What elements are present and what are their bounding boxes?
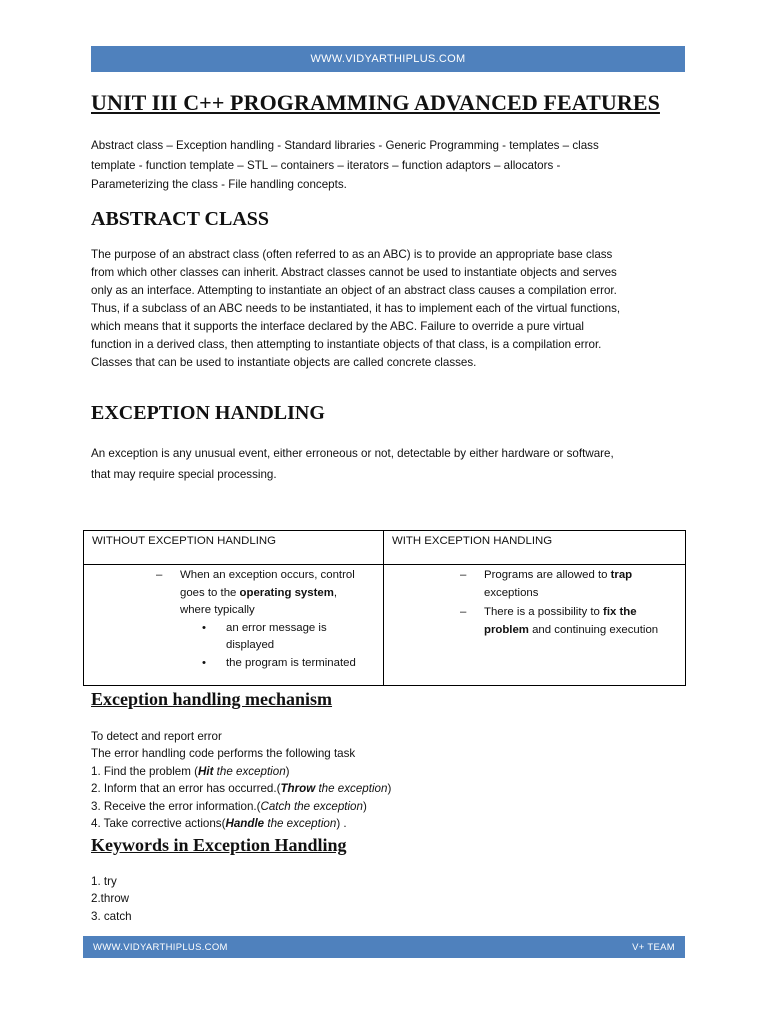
item-bold-text: fix the xyxy=(603,606,637,618)
abstract-class-paragraph xyxy=(91,246,681,372)
item-text: the program is terminated xyxy=(226,656,356,669)
list-item xyxy=(384,567,685,602)
abstract-class-heading: ABSTRACT CLASS xyxy=(91,208,270,230)
item-bold-italic: Throw xyxy=(280,782,316,796)
header-bar xyxy=(91,46,685,72)
dash-bullet: – xyxy=(460,569,467,581)
bullet-dot: • xyxy=(202,656,206,669)
intro-line: template - function template – STL – containers – iterators – function adaptors – allocators - xyxy=(91,158,561,172)
item-bold-italic: Hit xyxy=(197,764,214,778)
item-bold-text: operating system xyxy=(239,586,334,599)
item-text: There is a possibility to xyxy=(484,606,604,618)
list-item xyxy=(84,620,383,655)
list-item xyxy=(84,567,383,620)
comparison-table xyxy=(83,530,686,686)
item-text: When an exception occurs, control xyxy=(180,569,355,581)
list-item: 1. try xyxy=(91,875,117,888)
paragraph-line: which means that it supports the interface declared by the ABC. Failure to override a pure virtual xyxy=(91,320,584,333)
item-text: and continuing execution xyxy=(528,623,659,636)
item-text: Programs are allowed to xyxy=(484,569,611,581)
item-text: goes to the xyxy=(180,586,240,599)
cell-with xyxy=(384,565,686,686)
paragraph-line: from which other classes can inherit. Abstract classes cannot be used to instantiate objects and serves xyxy=(91,266,617,279)
mechanism-list xyxy=(91,728,391,832)
page-title: UNIT III C++ PROGRAMMING ADVANCED FEATURES xyxy=(91,90,660,115)
paragraph-line: function in a derived class, then attempting to instantiate objects of that class, is a compilation error. xyxy=(91,338,602,351)
dash-bullet: – xyxy=(156,569,163,581)
intro-line: Parameterizing the class - File handling concepts. xyxy=(91,178,347,191)
keywords-heading: Keywords in Exception Handling xyxy=(91,835,347,855)
list-item xyxy=(91,798,391,815)
table-header-row xyxy=(84,531,686,565)
table-row xyxy=(84,565,686,686)
item-italic: the exception xyxy=(264,817,337,831)
col-header-with: WITH EXCEPTION HANDLING xyxy=(384,531,686,565)
item-text: 2. Inform that an error has occurred.( xyxy=(91,782,281,796)
col-header-without: WITHOUT EXCEPTION HANDLING xyxy=(84,531,384,565)
list-item: 2.throw xyxy=(91,892,130,906)
item-text: ) . xyxy=(336,817,347,831)
bullet-dot: • xyxy=(202,621,206,634)
dash-bullet: – xyxy=(460,606,467,618)
cell-without xyxy=(84,565,384,686)
item-text: an error message is xyxy=(226,621,327,634)
item-text: 3. Receive the error information.( xyxy=(91,799,261,813)
item-text: where typically xyxy=(180,604,255,616)
exception-handling-heading: EXCEPTION HANDLING xyxy=(91,402,325,424)
item-bold-italic: Handle xyxy=(225,817,265,831)
list-item: The error handling code performs the following task xyxy=(91,747,356,761)
item-text: ) xyxy=(387,782,392,796)
intro-line: Abstract class – Exception handling - Standard libraries - Generic Programming - templates – class xyxy=(91,139,599,152)
item-bold-text: trap xyxy=(610,569,633,581)
footer-bar xyxy=(83,936,685,958)
item-text: exceptions xyxy=(484,586,539,599)
item-italic: the exception xyxy=(213,764,286,778)
item-text: 4. Take corrective actions( xyxy=(91,817,226,831)
item-text: ) xyxy=(362,799,367,813)
header-site-link[interactable]: WWW.VIDYARTHIPLUS.COM xyxy=(310,53,466,65)
item-text: displayed xyxy=(226,639,275,651)
list-item: To detect and report error xyxy=(91,730,222,743)
item-bold-text: problem xyxy=(484,623,529,636)
paragraph-line: An exception is any unusual event, either erroneous or not, detectable by either hardware or software, xyxy=(91,447,614,460)
paragraph-line: Thus, if a subclass of an ABC needs to be instantiated, it has to implement each of the virtual functions, xyxy=(91,302,621,315)
paragraph-line: only as an interface. Attempting to instantiate an object of an abstract class causes a compilation error. xyxy=(91,284,617,297)
intro-paragraph xyxy=(91,136,681,195)
exception-paragraph xyxy=(91,443,681,485)
list-item: 3. catch xyxy=(91,909,132,923)
paragraph-line: The purpose of an abstract class (often referred to as an ABC) is to provide an appropriate base class xyxy=(91,248,613,261)
item-text: 1. Find the problem ( xyxy=(91,764,198,778)
paragraph-line: that may require special processing. xyxy=(91,468,277,481)
item-text: , xyxy=(333,586,338,599)
list-item xyxy=(91,815,391,832)
footer-site-link[interactable]: WWW.VIDYARTHIPLUS.COM xyxy=(93,941,228,953)
paragraph-line: Classes that can be used to instantiate objects are called concrete classes. xyxy=(91,356,477,369)
item-text: ) xyxy=(285,764,290,778)
item-italic: Catch xyxy=(260,799,291,813)
list-item xyxy=(384,604,685,639)
list-item xyxy=(91,780,391,797)
mechanism-heading: Exception handling mechanism xyxy=(91,689,333,709)
keywords-list xyxy=(91,873,132,925)
list-item xyxy=(84,655,383,673)
footer-team-label: V+ TEAM xyxy=(632,941,675,953)
item-italic: the exception xyxy=(290,799,363,813)
list-item xyxy=(91,763,391,780)
item-italic: the exception xyxy=(315,782,388,796)
